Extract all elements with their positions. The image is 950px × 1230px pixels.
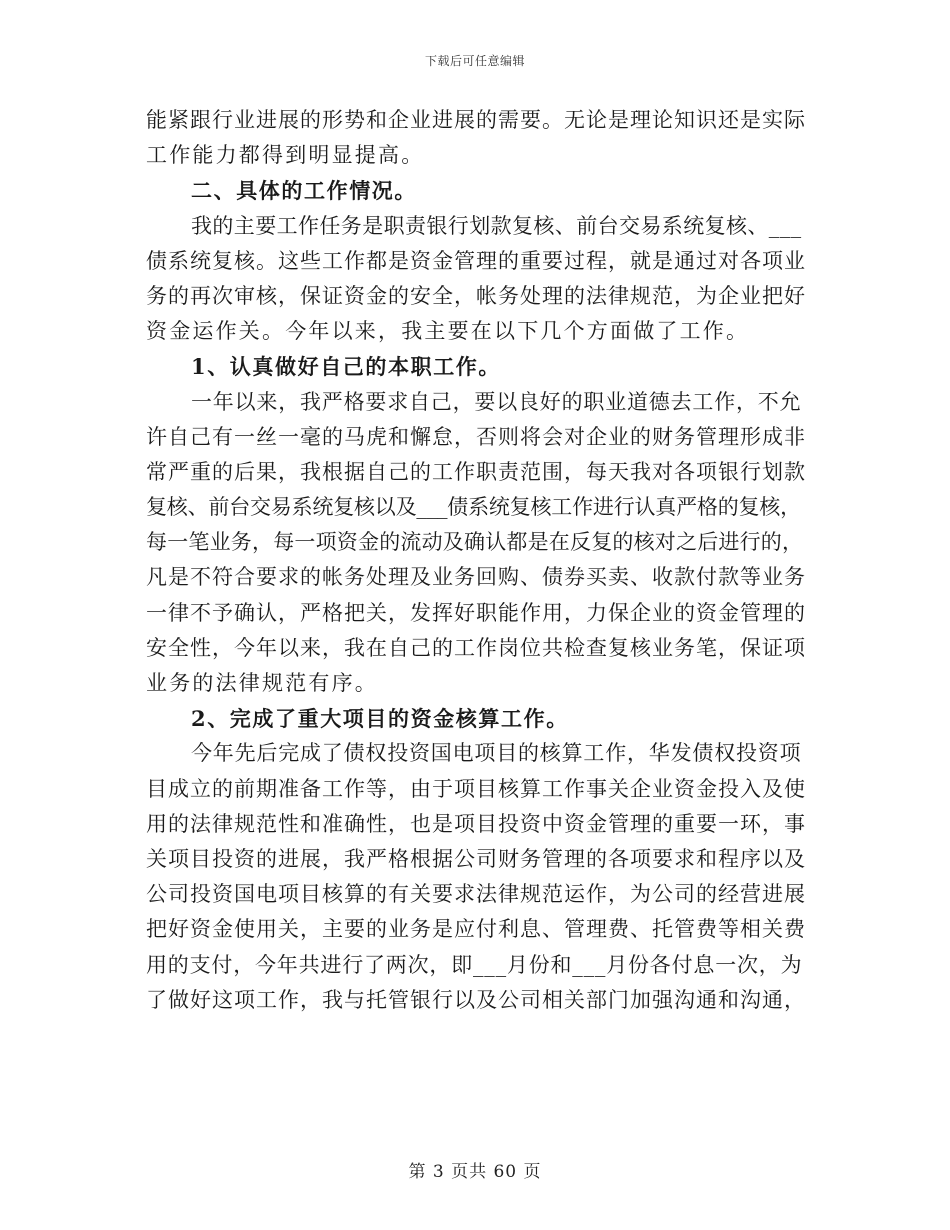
paragraph-line: 业务的法律规范有序。 (146, 671, 378, 695)
paragraph-line: 常严重的后果，我根据自己的工作职责范围，每天我对各项银行划款 (146, 459, 806, 484)
paragraph-line: 一年以来，我严格要求自己，要以良好的职业道德去工作，不允 (191, 389, 802, 414)
page-header: 下载后可任意编辑 (424, 54, 525, 68)
paragraph-line: 把好资金使用关，主要的业务是应付利息、管理费、托管费等相关费 (146, 917, 806, 942)
section-heading: 1、认真做好自己的本职工作。 (191, 354, 502, 380)
paragraph-line: 安全性，今年以来，我在自己的工作岗位共检查复核业务笔，保证项 (146, 635, 806, 660)
paragraph-line: 用的支付，今年共进行了两次，即___月份和___月份各付息一次，为 (146, 952, 803, 977)
paragraph-line: 用的法律规范性和准确性，也是项目投资中资金管理的重要一环，事 (146, 811, 806, 836)
page-footer: 第 3 页共 60 页 (408, 1162, 542, 1182)
section-heading: 2、完成了重大项目的资金核算工作。 (191, 706, 569, 732)
paragraph-line: 每一笔业务，每一项资金的流动及确认都是在反复的核对之后进行的， (146, 530, 804, 555)
paragraph-line: 今年先后完成了债权投资国电项目的核算工作，华发债权投资项 (191, 741, 802, 766)
paragraph-line: 务的再次审核，保证资金的安全，帐务处理的法律规范，为企业把好 (146, 283, 806, 308)
document-body (146, 103, 806, 1018)
paragraph-line: 复核、前台交易系统复核以及___债系统复核工作进行认真严格的复核， (146, 495, 801, 520)
paragraph-line: 了做好这项工作，我与托管银行以及公司相关部门加强沟通和沟通， (146, 987, 806, 1012)
paragraph-line: 一律不予确认，严格把关，发挥好职能作用，力保企业的资金管理的 (146, 600, 806, 625)
paragraph-line: 关项目投资的进展，我严格根据公司财务管理的各项要求和程序以及 (146, 846, 806, 871)
paragraph-line: 凡是不符合要求的帐务处理及业务回购、债券买卖、收款付款等业务 (146, 565, 806, 590)
paragraph-line: 债系统复核。这些工作都是资金管理的重要过程，就是通过对各项业 (146, 248, 806, 273)
paragraph-line: 公司投资国电项目核算的有关要求法律规范运作，为公司的经营进展 (146, 882, 806, 907)
paragraph-line: 目成立的前期准备工作等，由于项目核算工作事关企业资金投入及使 (146, 776, 806, 801)
section-heading: 二、具体的工作情况。 (191, 178, 417, 204)
paragraph-line: 工作能力都得到明显提高。 (146, 143, 425, 168)
paragraph-line: 我的主要工作任务是职责银行划款复核、前台交易系统复核、___ (191, 213, 802, 238)
paragraph-line: 许自己有一丝一毫的马虎和懈怠，否则将会对企业的财务管理形成非 (146, 424, 806, 449)
paragraph-line: 资金运作关。今年以来，我主要在以下几个方面做了工作。 (146, 319, 750, 344)
paragraph-line: 能紧跟行业进展的形势和企业进展的需要。无论是理论知识还是实际 (146, 108, 806, 132)
